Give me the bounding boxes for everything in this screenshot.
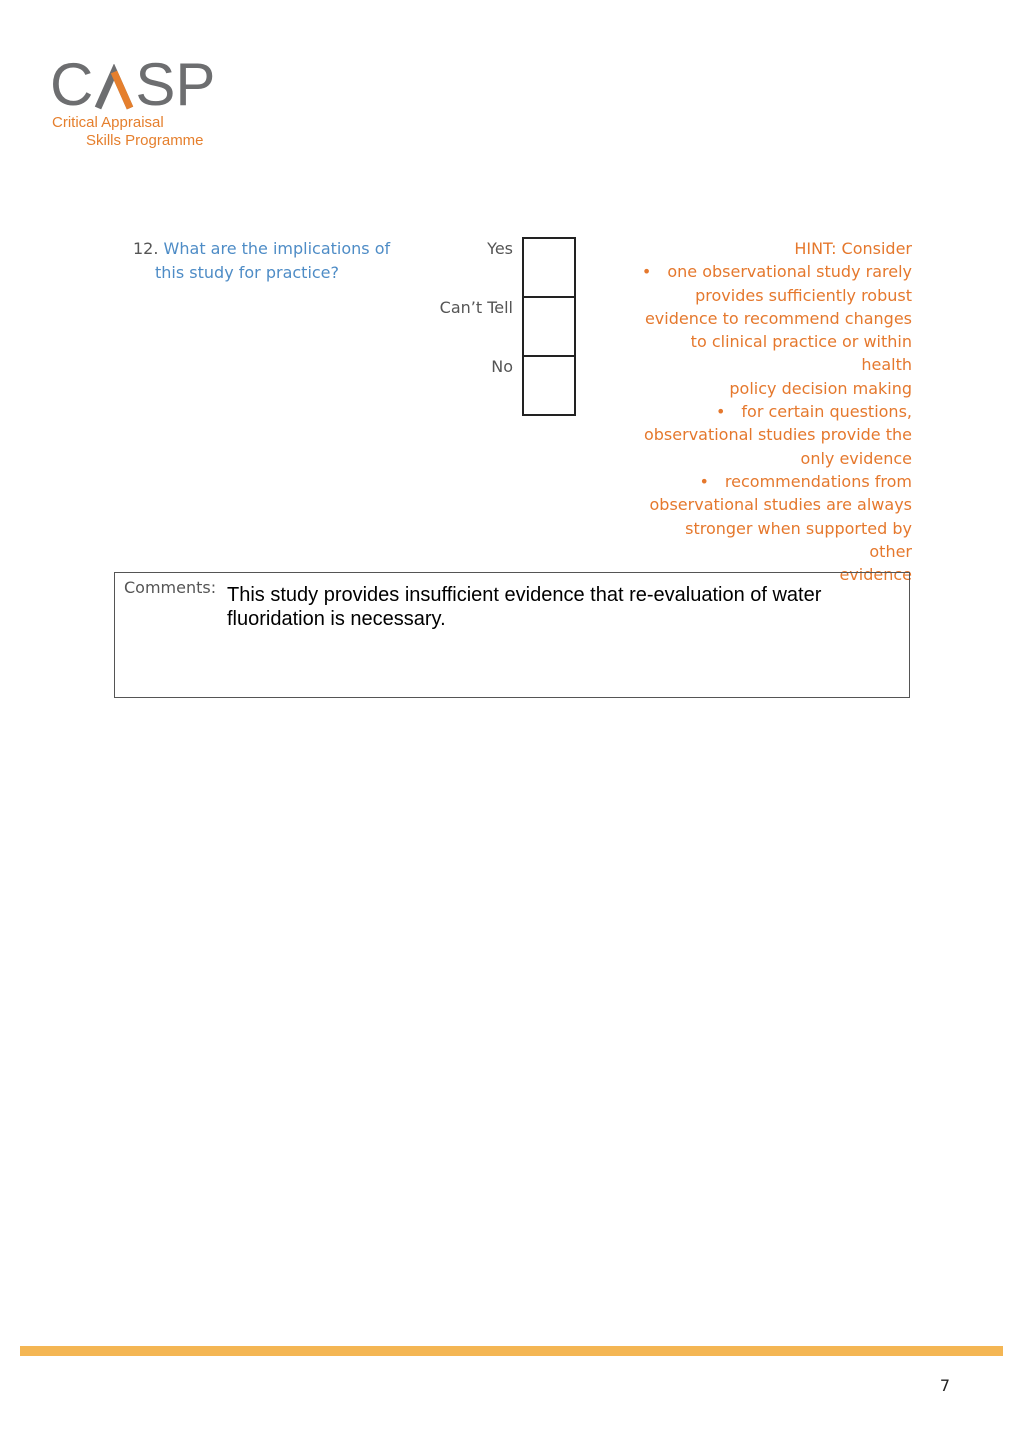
question-text: [133, 237, 423, 284]
bullet-icon: •: [715, 402, 726, 422]
hint-text: only evidence: [800, 448, 912, 468]
choice-label-yes: Yes: [487, 239, 513, 258]
hint-heading: HINT: Consider: [794, 239, 912, 258]
hint-panel: [640, 237, 912, 586]
question-text-line2: this study for practice?: [155, 262, 340, 282]
logo-mark-right: SP: [135, 51, 216, 118]
hint-text: evidence: [839, 565, 912, 585]
checkbox-no[interactable]: [522, 355, 576, 416]
logo-mark-left: C: [50, 51, 94, 118]
casp-logo: [50, 51, 270, 156]
page-number: 7: [939, 1376, 950, 1395]
hint-text: provides sufficiently robust: [695, 285, 912, 305]
logo-subtitle-line1: Critical Appraisal: [52, 114, 164, 131]
comments-text[interactable]: This study provides insufficient evidence that re-evaluation of water fluoridation is necessary.: [227, 584, 822, 630]
hint-text: observational studies are always: [649, 495, 912, 515]
comments-box[interactable]: [114, 572, 910, 698]
question-number: 12.: [133, 239, 159, 258]
hint-text: evidence to recommend changes: [644, 308, 912, 328]
checkbox-yes[interactable]: [522, 237, 576, 298]
comments-label: Comments:: [124, 578, 217, 597]
question-line1: [133, 237, 423, 261]
question-text-line1: What are the implications of: [163, 239, 391, 258]
choice-label-cant-tell: Can’t Tell: [439, 298, 513, 317]
hint-text: observational studies provide the: [643, 425, 912, 445]
logo-mark: [50, 51, 216, 118]
hint-text: recommendations from: [724, 471, 912, 491]
checkbox-cant-tell[interactable]: [522, 296, 576, 357]
choice-label-no: No: [491, 357, 513, 376]
hint-bullet-1: [640, 260, 912, 400]
bullet-icon: •: [641, 262, 652, 282]
hint-bullet-3: [640, 470, 912, 586]
caret-icon: [94, 62, 134, 114]
hint-text: to clinical practice or within health: [690, 332, 912, 375]
hint-text: one observational study rarely: [667, 262, 912, 282]
footer-bar: [20, 1346, 1003, 1356]
logo-subtitle-line2: Skills Programme: [86, 132, 204, 149]
bullet-icon: •: [699, 471, 709, 491]
hint-text: stronger when supported by other: [685, 518, 912, 561]
hint-bullet-2: [640, 400, 912, 470]
hint-text: policy decision making: [729, 378, 912, 398]
hint-text: for certain questions,: [741, 402, 912, 422]
